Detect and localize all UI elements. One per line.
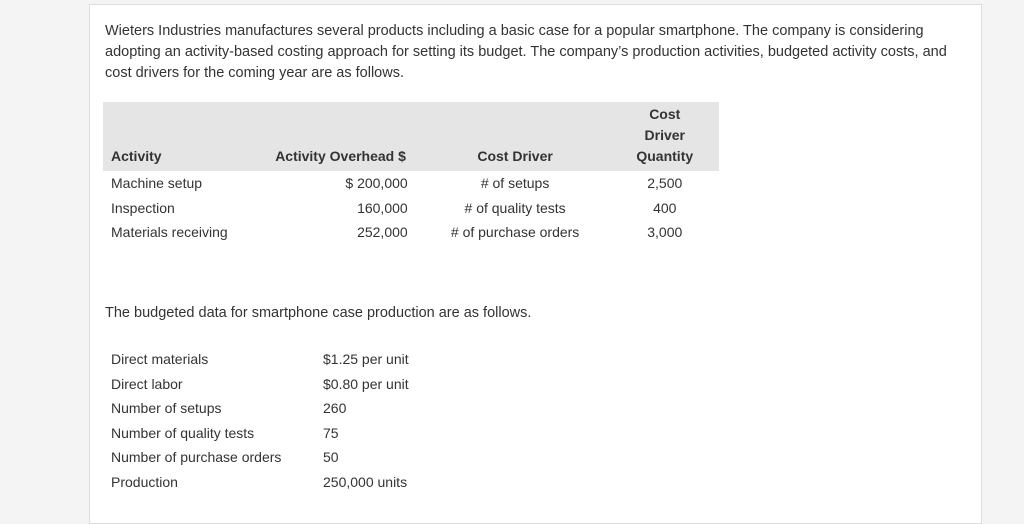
intro-paragraph: Wieters Industries manufactures several products including a basic case for a popular smartphone. The company is considering adopting an activity-based costing approach for setting its budget. The company’s production activities, budgeted activity costs, and cost drivers for the coming year are as follows. bbox=[105, 23, 947, 81]
table-row bbox=[103, 347, 409, 372]
budget-value: $0.80 per unit bbox=[323, 375, 409, 392]
cost-driver: # of quality tests bbox=[464, 199, 566, 216]
activity-overhead: 252,000 bbox=[357, 224, 408, 240]
activity-name: Inspection bbox=[111, 199, 175, 216]
budget-value: 50 bbox=[323, 449, 339, 466]
header-quantity-line3: Quantity bbox=[636, 148, 694, 164]
table-row bbox=[103, 445, 409, 470]
table-row bbox=[103, 220, 719, 245]
activity-cost-table bbox=[103, 102, 719, 245]
table-row bbox=[103, 396, 409, 421]
budget-label: Production bbox=[111, 473, 178, 490]
table-row bbox=[103, 171, 719, 196]
table-row bbox=[103, 421, 409, 446]
activity-overhead: $ 200,000 bbox=[345, 175, 408, 191]
table-row bbox=[103, 372, 409, 397]
activity-overhead: 160,000 bbox=[357, 199, 408, 216]
budget-label: Number of purchase orders bbox=[111, 449, 282, 466]
budget-label: Direct materials bbox=[111, 351, 209, 367]
budget-intro: The budgeted data for smartphone case production are as follows. bbox=[105, 305, 532, 321]
budget-value: 75 bbox=[323, 424, 339, 441]
budget-label: Number of quality tests bbox=[111, 424, 255, 441]
driver-quantity: 3,000 bbox=[647, 224, 683, 240]
header-quantity-line2: Driver bbox=[644, 127, 685, 143]
question-card bbox=[89, 4, 982, 524]
header-cost-driver: Cost Driver bbox=[477, 148, 553, 164]
budget-label: Number of setups bbox=[111, 400, 222, 417]
table-row bbox=[103, 196, 719, 221]
header-cost-driver-quantity bbox=[611, 102, 719, 171]
budget-data-table bbox=[103, 347, 409, 495]
table-row bbox=[103, 470, 409, 495]
cost-driver: # of setups bbox=[480, 175, 550, 191]
cost-driver: # of purchase orders bbox=[450, 224, 580, 240]
header-activity-overhead: Activity Overhead $ bbox=[275, 148, 406, 164]
activity-name: Machine setup bbox=[111, 175, 203, 191]
budget-label: Direct labor bbox=[111, 375, 183, 392]
budget-value: 250,000 units bbox=[323, 473, 408, 490]
driver-quantity: 2,500 bbox=[647, 175, 683, 191]
driver-quantity: 400 bbox=[653, 199, 677, 216]
budget-value: $1.25 per unit bbox=[323, 351, 409, 367]
activity-name: Materials receiving bbox=[111, 224, 228, 240]
header-activity: Activity bbox=[111, 148, 162, 164]
activity-table-header bbox=[103, 102, 719, 171]
header-quantity-line1: Cost bbox=[649, 106, 681, 122]
budget-value: 260 bbox=[323, 400, 347, 417]
